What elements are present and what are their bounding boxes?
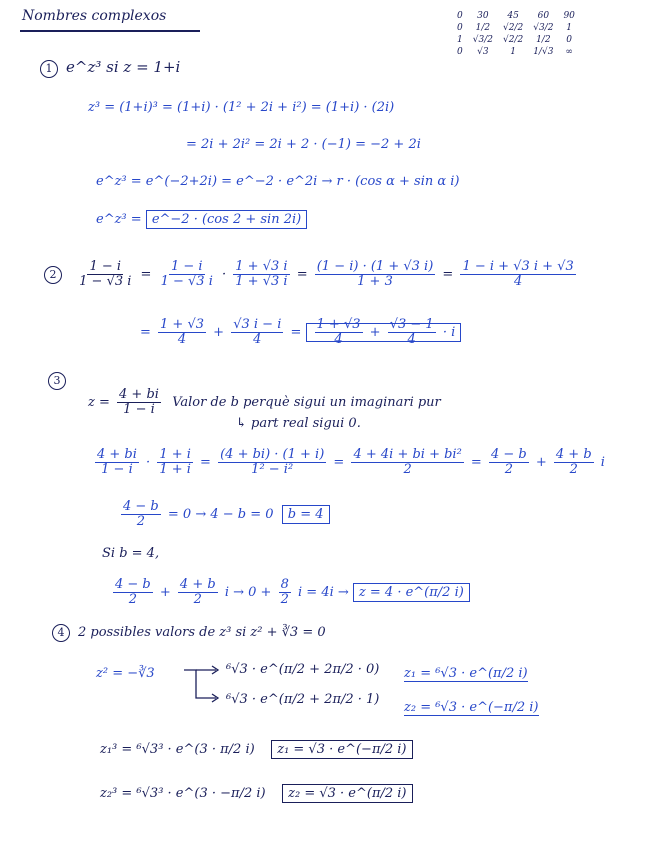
problem-number: 1 [40, 60, 58, 78]
trig-row: 0 1/2 √2/2 √3/2 1 [457, 23, 573, 33]
p4-z1: z₁ = ⁶√3 · e^(π/2 i) [404, 666, 528, 681]
trig-row: 0 √3 1 1/√3 ∞ [457, 47, 573, 57]
p4-cube-2: z₂³ = ⁶√3³ · e^(3 · −π/2 i) z₂ = √3 · e^(π/2 i) [100, 786, 413, 801]
page-title: Nombres complexos [22, 8, 167, 24]
problem-2-line-1: 2 $\frac{1 - i}{1 - √3 i}$ = $\frac{1 - i}{1 - √3 i}$ · $\frac{1 + √3 i}{1 + √3 i}$ = $\frac{(1 - i) \cdot (1 + √3 i)}{1 + 3}$ = $\frac{1 - i + √3 i + √3}{4}$ [44, 260, 579, 289]
problem-number: 3 [48, 372, 66, 390]
title-underline [20, 30, 200, 32]
p1-line-3: e^z³ = e^(−2+2i) = e^−2 · e^2i → r · (cos α + sin α i) [96, 174, 460, 189]
problem-3-line-1: $\frac{4 + bi}{1 - i}$ · $\frac{1 + i}{1 + i}$ = $\frac{(4 + bi) \cdot (1 + i)}{\text{1² − i²}}$ = $\frac{\text{4 + 4i + bi + bi²}}{2}$ = $\frac{4 - b}{2}$ + $\frac{4 + b}{2}$ i [97, 447, 605, 477]
problem-number: 4 [52, 624, 70, 642]
trig-table [452, 10, 580, 58]
problem-number: 2 [44, 266, 62, 284]
problem-3-si: Si b = 4, [102, 546, 160, 561]
p1-line-2: = 2i + 2i² = 2i + 2 · (−1) = −2 + 2i [186, 137, 421, 152]
trig-row: 0 30 45 60 90 [457, 11, 575, 21]
problem-1-statement: 1 e^z³ si z = 1+i [40, 58, 180, 78]
p4-z2-box: z₂ = √3 · e^(π/2 i) [282, 784, 412, 803]
p4-branch-2: ⁶√3 · e^(π/2 + 2π/2 · 1) [226, 692, 380, 707]
problem-3-statement: z = $\frac{4 + bi}{1 - i}$ Valor de b perquè sigui un imaginari pur [88, 387, 441, 417]
problem-3-number [48, 372, 74, 390]
p3-result-box: z = 4 · e^(π/2 i) [353, 583, 470, 602]
problem-3-line-2: $\frac{4 - b}{2}$ = 0 → 4 − b = 0 b = 4 [118, 500, 330, 529]
branch-arrows [182, 662, 222, 706]
p4-branch-1: ⁶√3 · e^(π/2 + 2π/2 · 0) [226, 662, 380, 677]
p1-result-box: e^−2 · (cos 2 + sin 2i) [146, 210, 307, 229]
p4-z1-box: z₁ = √3 · e^(−π/2 i) [271, 740, 412, 759]
p3-b-box: b = 4 [282, 505, 330, 524]
problem-2-line-2: = $\frac{1 + √3}{4}$ + $\frac{√3 i - i}{4}$ = $\frac{1 + √3}{4}$ + $\frac{√3 - 1}{4}$ · i [140, 318, 461, 347]
p4-line-1: z² = −∛3 [96, 666, 155, 681]
p1-line-1: z³ = (1+i)³ = (1+i) · (1² + 2i + i²) = (1+i) · (2i) [88, 100, 395, 115]
p4-z2: z₂ = ⁶√3 · e^(−π/2 i) [404, 700, 539, 715]
p4-cube-1: z₁³ = ⁶√3³ · e^(3 · π/2 i) z₁ = √3 · e^(−π/2 i) [100, 742, 413, 757]
p2-result-box: $\frac{1 + √3}{4}$ + $\frac{√3 - 1}{4}$ · i [306, 323, 462, 342]
p1-line-4: e^z³ = e^−2 · (cos 2 + sin 2i) [96, 212, 307, 227]
problem-4-statement: 4 2 possibles valors de z³ si z² + ∛3 = 0 [52, 624, 326, 642]
problem-3-text-2: ↳ part real sigui 0. [236, 416, 361, 431]
problem-3-line-3: $\frac{4 - b}{2}$ + $\frac{4 + b}{2}$ i → 0 + $\frac{8}{2}$ i = 4i → z = 4 · e^(π/2 i) [110, 578, 470, 607]
trig-row: 1 √3/2 √2/2 1/2 0 [457, 35, 573, 45]
